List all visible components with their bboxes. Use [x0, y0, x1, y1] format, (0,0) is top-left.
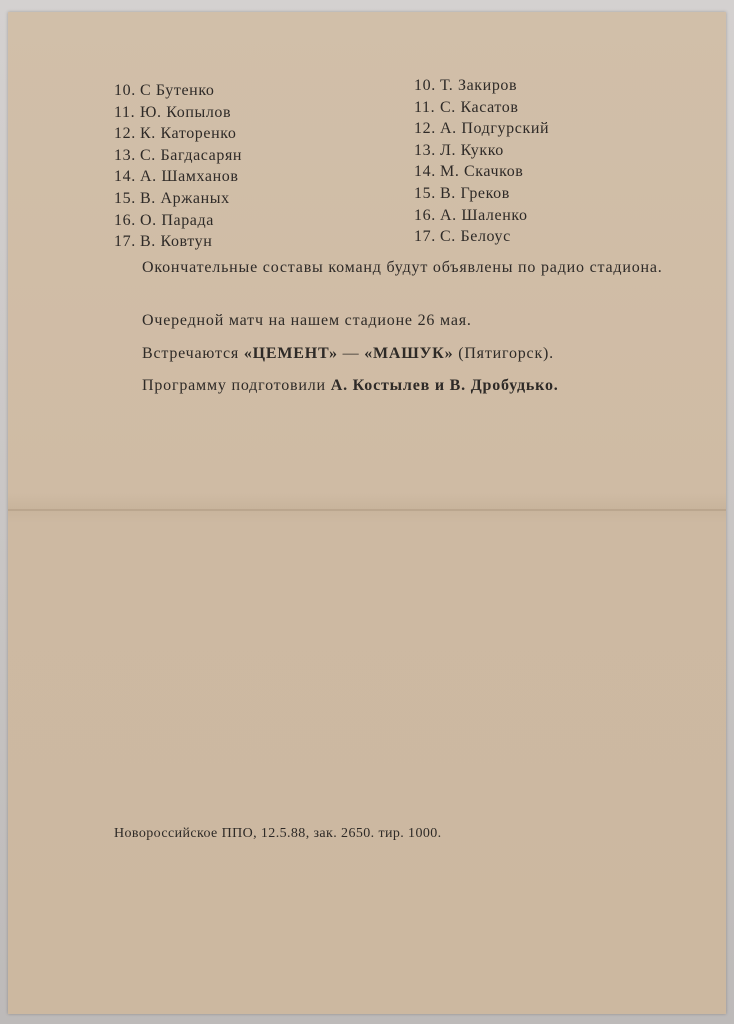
- roster-row: [414, 140, 549, 162]
- next-match-text: Очередной матч на нашем стадионе 26 мая.: [142, 312, 472, 329]
- player-number: 15.: [414, 184, 436, 202]
- player-name: А. Подгурский: [440, 120, 550, 138]
- player-name: Т. Закиров: [440, 77, 518, 94]
- roster-row: [414, 205, 549, 227]
- roster-row: [414, 97, 549, 119]
- roster-row: [114, 188, 242, 210]
- roster-row: [114, 102, 242, 124]
- roster-row: [114, 80, 242, 102]
- player-name: С. Касатов: [440, 98, 519, 116]
- player-number: 14.: [114, 168, 136, 186]
- credits-line: [142, 375, 732, 396]
- team-mashuk: «МАШУК»: [364, 345, 454, 362]
- player-number: 11.: [114, 103, 136, 121]
- player-name: В. Греков: [440, 184, 510, 202]
- roster-row: [114, 145, 242, 167]
- player-name: О. Парада: [140, 211, 214, 229]
- player-number: 14.: [414, 163, 436, 181]
- player-number: 12.: [114, 125, 136, 143]
- player-name: С. Белоус: [440, 228, 511, 246]
- player-number: 17.: [414, 228, 436, 246]
- player-name: Л. Кукко: [440, 141, 504, 159]
- credits-prefix: Программу подготовили: [142, 377, 331, 394]
- player-number: 11.: [414, 98, 436, 116]
- meeting-line: [142, 343, 732, 364]
- player-number: 10.: [414, 77, 436, 94]
- player-name: В. Аржаных: [140, 189, 230, 207]
- player-number: 17.: [114, 233, 136, 251]
- player-name: С Бутенко: [140, 82, 215, 99]
- player-name: А. Шаленко: [440, 206, 528, 224]
- team-cement: «ЦЕМЕНТ»: [243, 345, 338, 362]
- meeting-prefix: Встречаются: [142, 345, 244, 362]
- roster-row: [414, 161, 549, 183]
- player-name: А. Шамханов: [140, 168, 239, 186]
- roster-row: [414, 226, 549, 248]
- left-team-roster: [114, 80, 242, 253]
- player-number: 15.: [114, 189, 136, 207]
- player-name: С. Багдасарян: [140, 146, 243, 164]
- player-number: 10.: [114, 82, 136, 99]
- player-number: 13.: [414, 141, 436, 159]
- roster-row: [114, 210, 242, 232]
- roster-row: [114, 123, 242, 145]
- right-team-roster: [414, 75, 549, 248]
- player-name: В. Ковтун: [140, 233, 213, 251]
- printer-imprint: Новороссийское ППО, 12.5.88, зак. 2650. тир. 1000.: [114, 826, 442, 841]
- meeting-dash: —: [337, 345, 365, 362]
- roster-row: [414, 118, 549, 140]
- player-number: 16.: [114, 211, 136, 229]
- player-name: К. Каторенко: [140, 125, 237, 143]
- player-number: 13.: [114, 146, 136, 164]
- lineup-notice: Окончательные составы команд будут объявлены по радио стадиона.: [142, 259, 663, 276]
- player-name: Ю. Копылов: [140, 103, 232, 121]
- roster-row: [414, 183, 549, 205]
- roster-row: [414, 75, 549, 97]
- roster-row: [114, 231, 242, 253]
- page-fold: [8, 509, 726, 511]
- credits-authors: А. Костылев и В. Дробудько.: [330, 377, 559, 394]
- roster-row: [114, 166, 242, 188]
- player-number: 16.: [414, 206, 436, 224]
- player-name: М. Скачков: [440, 163, 524, 181]
- team-city: (Пятигорск).: [453, 345, 554, 362]
- player-number: 12.: [414, 120, 436, 138]
